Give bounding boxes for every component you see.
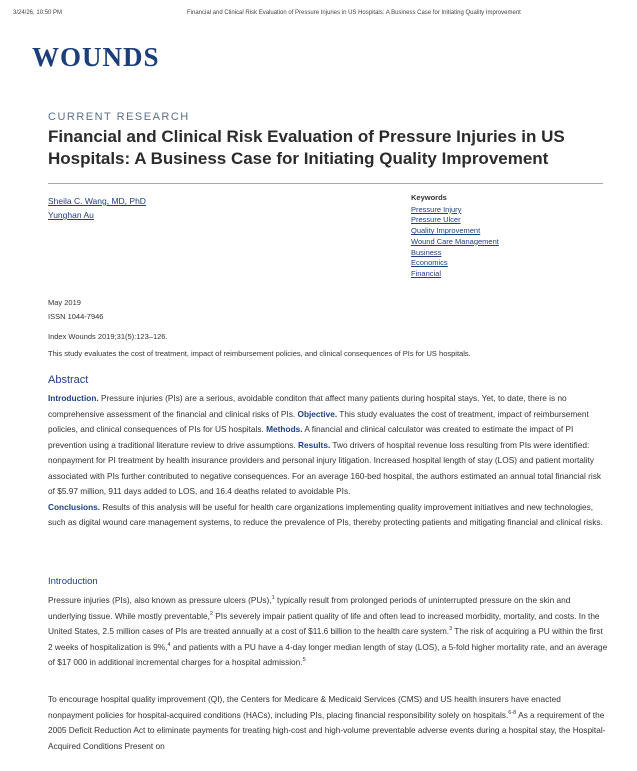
citation-ref[interactable]: 3 bbox=[449, 626, 453, 633]
intro-label: Introduction. bbox=[48, 393, 99, 403]
keyword-link[interactable]: Wound Care Management bbox=[411, 236, 499, 246]
citation-ref[interactable]: 1 bbox=[271, 595, 275, 602]
author-link[interactable]: Yunghan Au bbox=[48, 210, 94, 220]
author-list bbox=[48, 194, 146, 222]
citation-ref[interactable]: 4 bbox=[167, 641, 171, 648]
keyword-link[interactable]: Financial bbox=[411, 268, 442, 278]
publication-date: May 2019 bbox=[48, 298, 81, 307]
divider bbox=[48, 183, 603, 184]
text-run: To encourage hospital quality improvement (QI), the Centers for Medicare & Medicaid Services (CMS) and US health insurers have enacted nonpayment policies for hospital-acquired conditions (HACs), including PIs, placing financial responsibility solely on hospitals. bbox=[48, 694, 561, 720]
conclusions-text: Results of this analysis will be useful for health care organizations implementing quality improvement initiatives and new technologies, such as digital wound care management systems, to reduce the prevalence of PIs, thereby protecting patients and mitigating financial and clinical risks. bbox=[48, 501, 603, 527]
issn: ISSN 1044-7946 bbox=[48, 312, 104, 321]
results-label: Results. bbox=[297, 439, 331, 450]
citation: Index Wounds 2019;31(5):123–126. bbox=[48, 332, 168, 341]
summary: This study evaluates the cost of treatment, impact of reimbursement policies, and clinical consequences of PIs for US hospitals. bbox=[48, 349, 471, 358]
abstract-body bbox=[48, 391, 608, 531]
print-date: 3/24/26, 10:50 PM bbox=[13, 10, 63, 16]
print-header bbox=[0, 0, 637, 28]
keyword-link[interactable]: Business bbox=[411, 247, 442, 257]
keyword-link[interactable]: Economics bbox=[411, 258, 448, 268]
objective-label: Objective. bbox=[297, 408, 338, 419]
citation-ref[interactable]: 6-8 bbox=[508, 709, 517, 716]
text-run: and patients with a PU have a 4-day longer median length of stay (LOS), a 5-fold higher mortality rate, and an average of $17 000 in additional incremental charges for a hospital admission. bbox=[48, 641, 608, 667]
introduction-paragraph-1 bbox=[48, 593, 608, 671]
text-run: typically result from prolonged periods of uninterrupted pressure on the skin and underlying tissue. While mostly preventable, bbox=[48, 595, 571, 621]
abstract-heading: Abstract bbox=[48, 374, 89, 386]
introduction-heading: Introduction bbox=[48, 576, 98, 587]
introduction-paragraph-2 bbox=[48, 692, 608, 754]
keywords-box bbox=[411, 193, 499, 280]
results-text: Two drivers of hospital revenue loss resulting from PIs were identified: nonpayment for PI treatment by health insurance providers and personal injury litigation. Increased hospital length of stay (LOS) and patient mortality associated with PIs further contributed to negative consequences. For an average 160-bed hospital, the authors estimated an annual total financial risk of $5.97 million, 911 days added to LOS, and 16.4 deaths related to avoidable PIs. bbox=[48, 439, 601, 496]
text-run: As a requirement of the 2005 Deficit Reduction Act to eliminate payments for treating high-cost and high-volume preventable adverse events during a hospital stay, the Hospital-Acquired Conditions Present on bbox=[48, 709, 606, 751]
citation-ref[interactable]: 2 bbox=[209, 610, 213, 617]
keyword-link[interactable]: Pressure Injury bbox=[411, 204, 462, 214]
intro-text: Pressure injuries (PIs) are a serious, avoidable conditon that affect many patients during hospital stays. Yet, to date, there is no comprehensive assessment of the financial and clinical risks of PIs. bbox=[48, 393, 567, 419]
conclusions-label: Conclusions. bbox=[48, 501, 101, 512]
methods-label: Methods. bbox=[266, 424, 303, 434]
keyword-link[interactable]: Pressure Ulcer bbox=[411, 215, 461, 225]
section-label: CURRENT RESEARCH bbox=[48, 111, 190, 123]
article-title: Financial and Clinical Risk Evaluation of Pressure Injuries in US Hospitals: A Business Case for Initiating Quality Improvement bbox=[48, 127, 565, 168]
methods-text: A financial and clinical calculator was created to estimate the impact of PI prevention using a traditional literature review to drive assumptions. bbox=[48, 424, 574, 450]
print-doc-title: Financial and Clinical Risk Evaluation of Pressure Injuries in US Hospitals: A Business Case for Initiating Quality Improvement bbox=[187, 10, 521, 16]
objective-text: This study evaluates the cost of treatment, impact of reimbursement policies, and clinical consequences of PIs for US hospitals. bbox=[48, 408, 589, 434]
text-run: PIs severely impair patient quality of life and often lead to increased morbidity, mortality, and costs. In the United States, 2.5 million cases of PIs are treated annually at a cost of $11.6 billion to the health care system. bbox=[48, 610, 600, 636]
keywords-heading: Keywords bbox=[411, 193, 447, 202]
keyword-link[interactable]: Quality Improvement bbox=[411, 226, 481, 236]
author-link[interactable]: Sheila C. Wang, MD, PhD bbox=[48, 196, 146, 206]
citation-ref[interactable]: 5 bbox=[302, 657, 306, 664]
text-run: Pressure injuries (PIs), also known as pressure ulcers (PUs), bbox=[48, 595, 272, 605]
journal-logo[interactable]: WOUNDS bbox=[32, 42, 160, 72]
text-run: The risk of acquiring a PU within the first 2 weeks of hospitalization is 9%, bbox=[48, 626, 603, 652]
